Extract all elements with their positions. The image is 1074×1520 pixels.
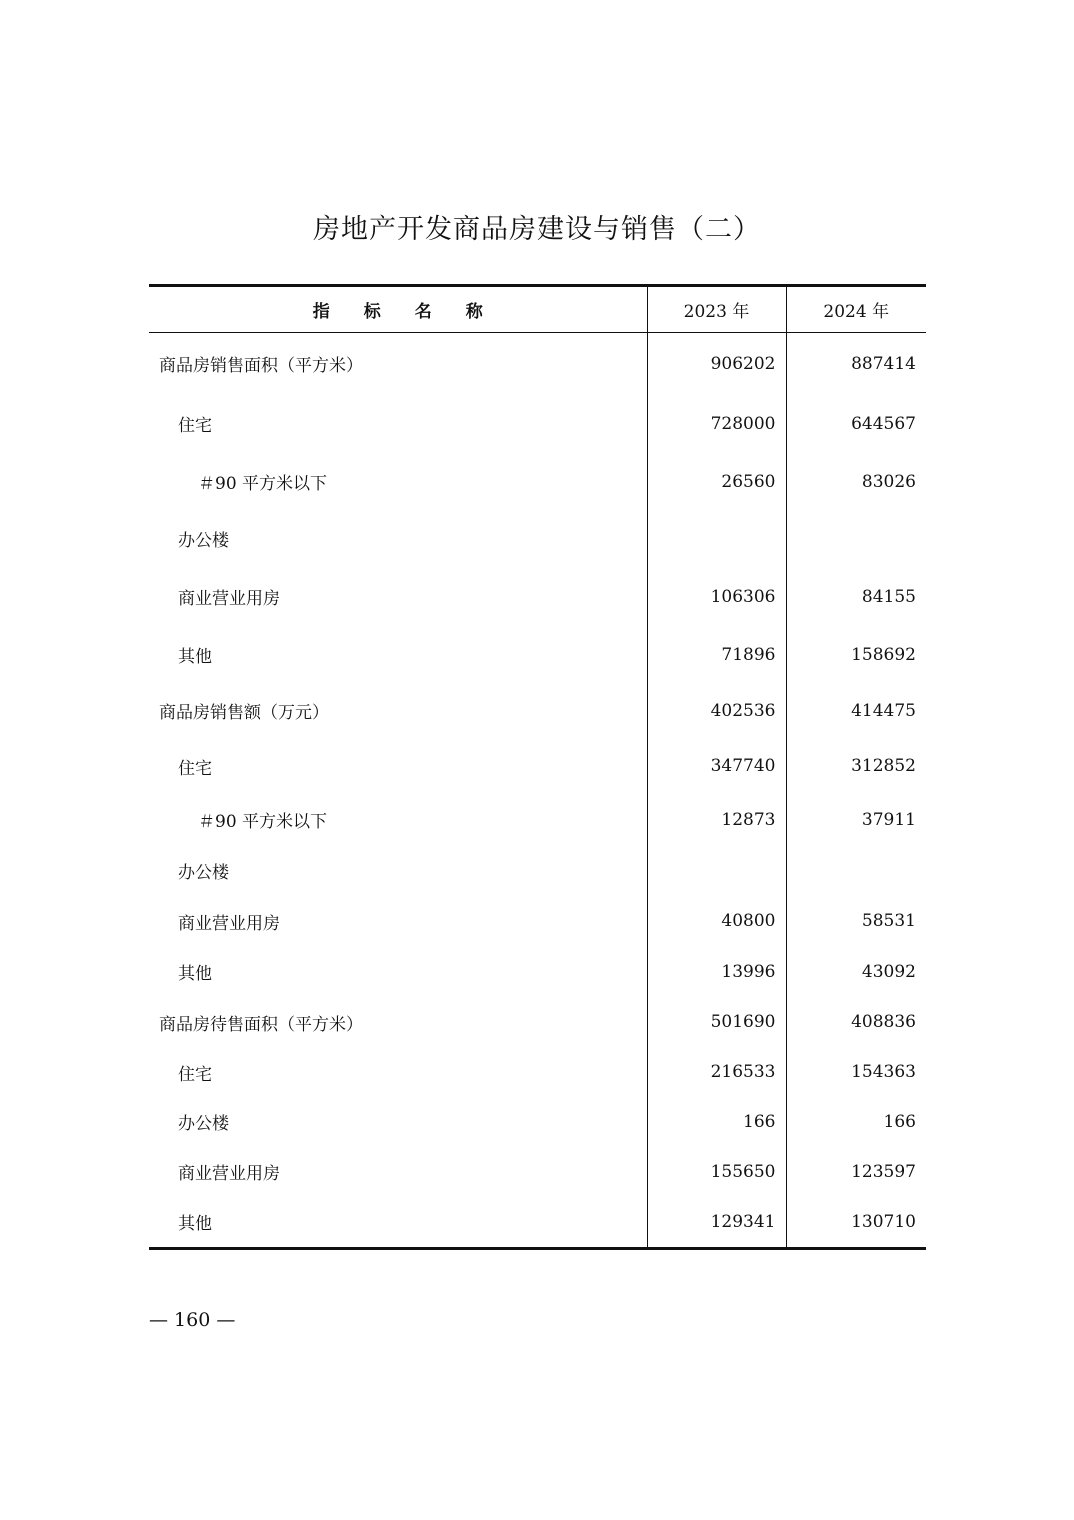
value-2023: 106306 — [647, 567, 786, 627]
table-row — [149, 567, 926, 627]
value-2024: 644567 — [786, 395, 926, 453]
table-row — [149, 511, 926, 567]
value-2023 — [647, 846, 786, 896]
table-row — [149, 333, 926, 395]
row-label: 商业营业用房 — [178, 589, 280, 609]
value-2023: 906202 — [647, 333, 786, 395]
value-2024: 130710 — [786, 1197, 926, 1249]
value-2024: 37911 — [786, 794, 926, 846]
row-label: 办公楼 — [178, 531, 229, 551]
value-2024: 83026 — [786, 453, 926, 511]
header-year-2024: 2024 年 — [786, 286, 926, 333]
value-2024: 123597 — [786, 1147, 926, 1197]
row-label: 商业营业用房 — [178, 1164, 280, 1184]
value-2023: 216533 — [647, 1048, 786, 1097]
table-row — [149, 683, 926, 739]
value-2024: 84155 — [786, 567, 926, 627]
row-label: 商品房销售面积（平方米） — [159, 356, 363, 377]
value-2024: 414475 — [786, 683, 926, 739]
value-2024: 166 — [786, 1097, 926, 1147]
row-label: 住宅 — [178, 758, 212, 779]
value-2024: 408836 — [786, 997, 926, 1048]
value-2023: 26560 — [647, 453, 786, 511]
value-2023: 13996 — [647, 947, 786, 997]
value-2023 — [647, 511, 786, 567]
table-header-row — [149, 286, 926, 333]
row-label: 商业营业用房 — [178, 913, 280, 934]
row-label: 其他 — [178, 647, 212, 667]
row-label: 其他 — [149, 1197, 647, 1249]
value-2023: 166 — [647, 1097, 786, 1147]
value-2024 — [786, 511, 926, 567]
value-2024: 154363 — [786, 1048, 926, 1097]
value-2023: 402536 — [647, 683, 786, 739]
table-row — [149, 896, 926, 947]
row-label: ＃90 平方米以下 — [198, 812, 328, 832]
table-row — [149, 739, 926, 794]
value-2023: 155650 — [647, 1147, 786, 1197]
table-row — [149, 1197, 926, 1249]
page-number: — 160 — — [149, 1309, 236, 1331]
row-label: 办公楼 — [178, 1114, 229, 1134]
value-2024: 312852 — [786, 739, 926, 794]
header-year-2023: 2023 年 — [647, 286, 786, 333]
value-2023: 501690 — [647, 997, 786, 1048]
value-2023: 12873 — [647, 794, 786, 846]
table-row — [149, 1048, 926, 1097]
value-2024: 58531 — [786, 896, 926, 947]
page-title: 房地产开发商品房建设与销售（二） — [313, 214, 761, 245]
row-label: 办公楼 — [178, 863, 229, 883]
table-row — [149, 395, 926, 453]
row-label: ＃90 平方米以下 — [198, 474, 328, 494]
value-2023: 129341 — [647, 1197, 786, 1249]
row-label: 商品房待售面积（平方米） — [159, 1014, 363, 1035]
value-2024: 887414 — [786, 333, 926, 395]
row-label: 商品房销售额（万元） — [159, 703, 329, 723]
value-2024: 43092 — [786, 947, 926, 997]
value-2023: 40800 — [647, 896, 786, 947]
table-row — [149, 453, 926, 511]
value-2023: 347740 — [647, 739, 786, 794]
row-label: 住宅 — [178, 1064, 212, 1085]
table-row — [149, 846, 926, 896]
table-row — [149, 997, 926, 1048]
table-row — [149, 1147, 926, 1197]
value-2024: 158692 — [786, 627, 926, 683]
row-label: 住宅 — [178, 416, 212, 436]
table-row — [149, 1097, 926, 1147]
table-row — [149, 947, 926, 997]
table-body — [149, 333, 926, 1249]
value-2023: 71896 — [647, 627, 786, 683]
header-indicator-name: 指 标 名 称 — [149, 286, 647, 333]
table-row — [149, 627, 926, 683]
value-2024 — [786, 846, 926, 896]
statistics-table — [149, 284, 926, 1250]
row-label: 其他 — [178, 964, 212, 984]
table-row — [149, 794, 926, 846]
value-2023: 728000 — [647, 395, 786, 453]
